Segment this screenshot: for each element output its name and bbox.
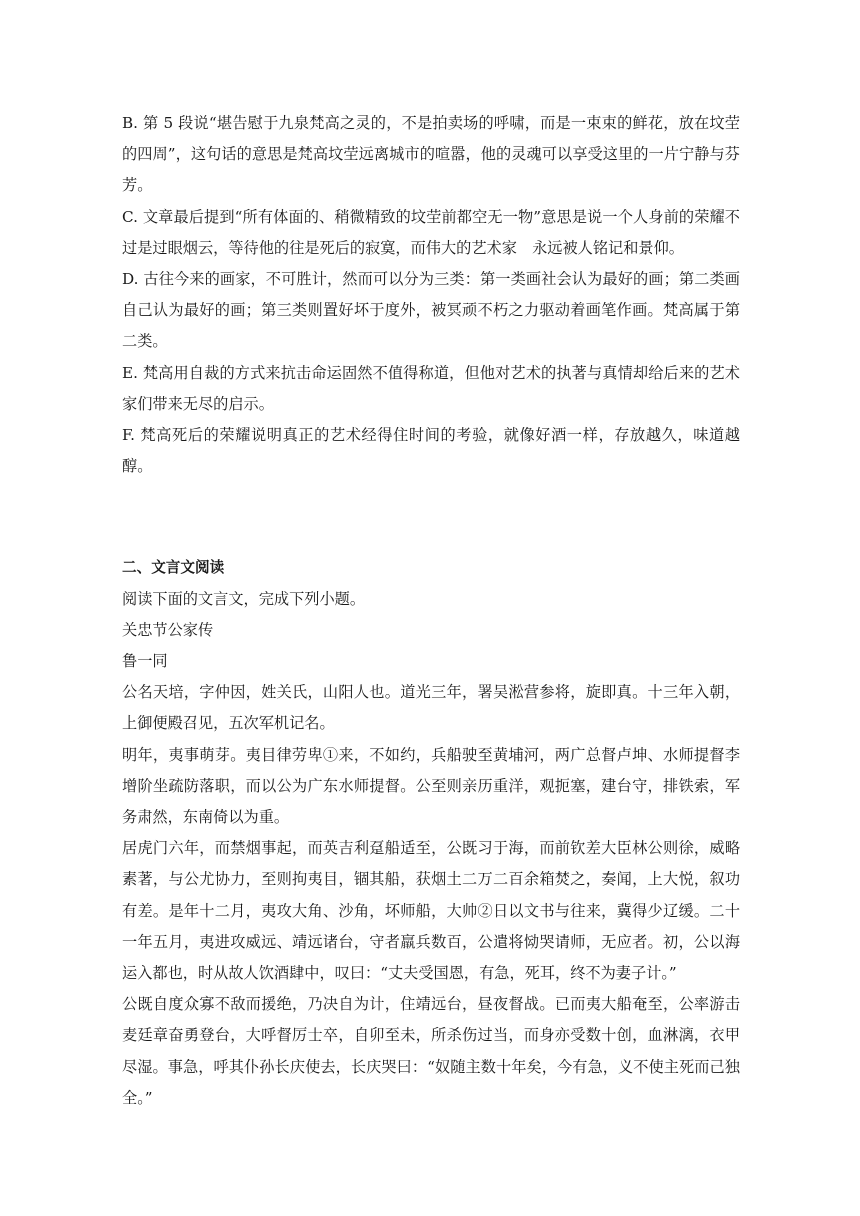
passage-paragraph: 明年，夷事萌芽。夷目律劳卑①来，不如约，兵船驶至黄埔河，两广总督卢坤、水师提督李增阶坐疏防落职，而以公为广东水师提督。公至则亲历重洋，观扼塞，建台守，排铁索，军务肃然，东南倚以为重。 [122, 745, 740, 827]
option-f: F. 梵高死后的荣耀说明真正的艺术经得住时间的考验，就像好酒一样，存放越久，味道越醇。 [122, 426, 740, 476]
document-page [122, 108, 740, 1114]
option-b: B. 第 5 段说“堪告慰于九泉梵高之灵的，不是拍卖场的呼啸，而是一束束的鲜花，放在坟茔的四周”，这句话的意思是梵高坟茔远离城市的喧嚣，他的灵魂可以享受这里的一片宁静与芬芳。 [122, 114, 740, 195]
section-spacer [122, 482, 740, 552]
passage-title: 关忠节公家传 [122, 620, 214, 639]
passage-author: 鲁一同 [122, 652, 168, 671]
option-c: C. 文章最后提到“所有体面的、稍微精致的坟茔前都空无一物”意思是说一个人身前的荣耀不过是过眼烟云，等待他的往是死后的寂寞，而伟大的艺术家 永远被人铭记和景仰。 [122, 207, 740, 257]
section-heading: 二、文言文阅读 [122, 559, 225, 577]
section-instruction: 阅读下面的文言文，完成下列小题。 [122, 589, 365, 608]
option-e: E. 梵高用自裁的方式来抗击命运固然不值得称道，但他对艺术的执著与真情却给后来的艺术家们带来无尽的启示。 [122, 363, 740, 413]
passage-paragraph: 公既自度众寡不敌而援绝，乃决自为计，住靖远台，昼夜督战。已而夷大船奄至，公率游击麦廷章奋勇登台，大呼督厉士卒，自卯至未，所杀伤过当，而身亦受数十创，血淋漓，衣甲尽湿。事急，呼其仆孙长庆使去，长庆哭曰：“奴随主数十年矣，今有急，义不使主死而己独全。” [122, 995, 740, 1107]
passage-paragraph: 居虎门六年，而禁烟事起，而英吉利趸船适至，公既习于海，而前钦差大臣林公则徐，威略素著，与公尤协力，至则拘夷目，锢其船，获烟土二万二百余箱焚之，奏闻，上大悦，叙功有差。是年十二月，夷攻大角、沙角，坏师船，大帅②日以文书与往来，冀得少辽缓。二十一年五月，夷进攻威远、靖远诸台，守者羸兵数百，公遣将恸哭请师，无应者。初，公以海运入都也，时从故人饮酒肆中，叹曰：“丈夫受国恩，有急，死耳，终不为妻子计。” [122, 839, 740, 983]
passage-paragraph: 公名天培，字仲因，姓关氏，山阳人也。道光三年，署吴淞营参将，旋即真。十三年入朝，上御便殿召见，五次军机记名。 [122, 683, 740, 733]
option-d: D. 古往今来的画家，不可胜计，然而可以分为三类：第一类画社会认为最好的画；第二类画自己认为最好的画；第三类则置好坏于度外，被冥顽不朽之力驱动着画笔作画。梵高属于第二类。 [122, 270, 740, 351]
